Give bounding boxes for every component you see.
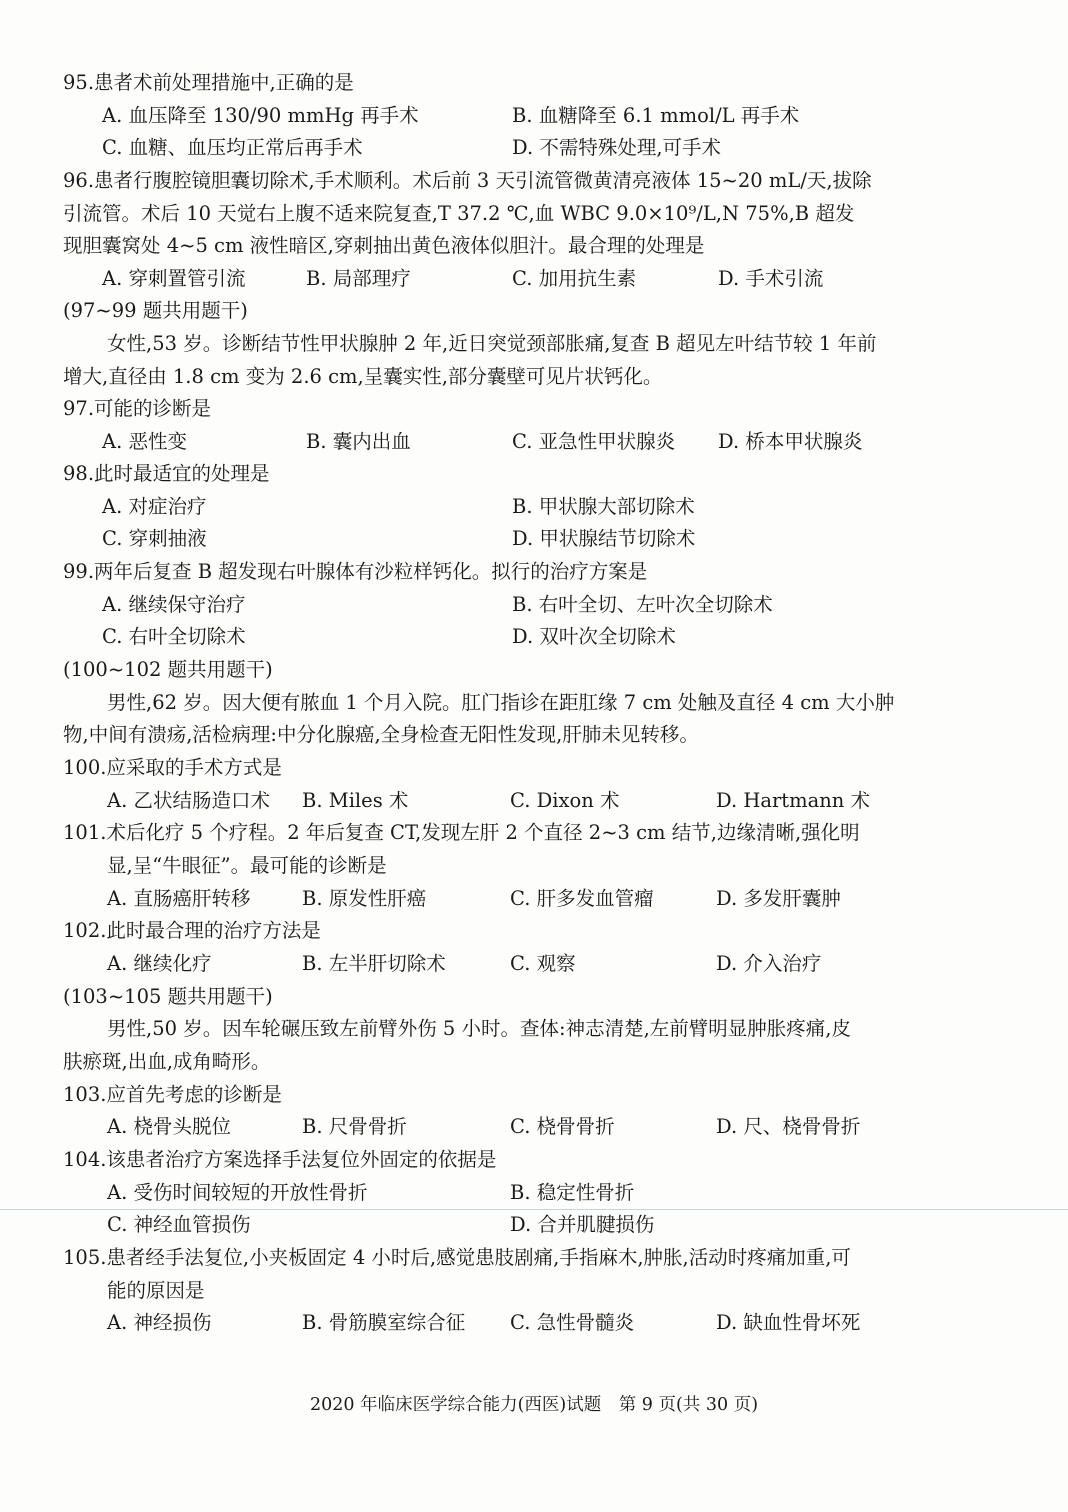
question-100-stem: 100.应采取的手术方式是 [63,756,282,779]
question-96-option-d: D. 手术引流 [718,267,824,290]
page-footer: 2020 年临床医学综合能力(西医)试题 第 9 页(共 30 页) [309,1395,759,1415]
question-97-stem: 97.可能的诊断是 [63,397,212,420]
question-97-option-a: A. 恶性变 [102,430,187,453]
question-102-option-a: A. 继续化疗 [107,952,212,975]
question-100-option-b: B. Miles 术 [302,789,409,812]
question-100-option-c: C. Dixon 术 [510,789,620,812]
group-103-105-case-line-2: 肤瘀斑,出血,成角畸形。 [63,1050,271,1073]
question-98-option-b: B. 甲状腺大部切除术 [512,495,695,518]
question-102-option-c: C. 观察 [510,952,576,975]
question-105-option-b: B. 骨筋膜室综合征 [302,1311,466,1334]
question-105-option-a: A. 神经损伤 [107,1311,212,1334]
question-104-stem: 104.该患者治疗方案选择手法复位外固定的依据是 [63,1148,497,1171]
question-96-stem-line-1: 96.患者行腹腔镜胆囊切除术,手术顺利。术后前 3 天引流管微黄清亮液体 15~20 mL/天,拔除 [63,169,872,192]
question-97-option-b: B. 囊内出血 [306,430,411,453]
question-96-option-a: A. 穿刺置管引流 [102,267,246,290]
question-95-option-d: D. 不需特殊处理,可手术 [512,136,722,159]
group-100-102-header: (100~102 题共用题干) [63,658,273,681]
question-105-option-c: C. 急性骨髓炎 [510,1311,635,1334]
question-101-stem-line-2: 显,呈“牛眼征”。最可能的诊断是 [107,854,387,877]
question-102-option-d: D. 介入治疗 [716,952,822,975]
question-99-stem: 99.两年后复查 B 超发现右叶腺体有沙粒样钙化。拟行的治疗方案是 [63,560,648,583]
question-95-option-a: A. 血压降至 130/90 mmHg 再手术 [102,104,419,127]
question-97-option-c: C. 亚急性甲状腺炎 [512,430,676,453]
question-100-option-d: D. Hartmann 术 [716,789,871,812]
question-96-stem-line-3: 现胆囊窝处 4~5 cm 液性暗区,穿刺抽出黄色液体似胆汁。最合理的处理是 [63,234,705,257]
question-101-option-d: D. 多发肝囊肿 [716,887,841,910]
group-97-99-case-line-2: 增大,直径由 1.8 cm 变为 2.6 cm,呈囊实性,部分囊壁可见片状钙化。 [63,365,663,388]
question-100-option-a: A. 乙状结肠造口术 [107,789,270,812]
question-99-option-b: B. 右叶全切、左叶次全切除术 [512,593,773,616]
scan-divider-line [0,1209,1068,1210]
question-96-option-b: B. 局部理疗 [306,267,411,290]
question-101-option-c: C. 肝多发血管瘤 [510,887,654,910]
question-103-option-a: A. 桡骨头脱位 [107,1115,231,1138]
question-101-option-a: A. 直肠癌肝转移 [107,887,251,910]
question-103-stem: 103.应首先考虑的诊断是 [63,1083,282,1106]
question-99-option-c: C. 右叶全切除术 [102,625,246,648]
question-103-option-b: B. 尺骨骨折 [302,1115,407,1138]
question-96-stem-line-2: 引流管。术后 10 天觉右上腹不适来院复查,T 37.2 ℃,血 WBC 9.0×10⁹/L,N 75%,B 超发 [63,202,855,225]
question-96-option-c: C. 加用抗生素 [512,267,637,290]
question-101-stem-line-1: 101.术后化疗 5 个疗程。2 年后复查 CT,发现左肝 2 个直径 2~3 cm 结节,边缘清晰,强化明 [63,821,860,844]
question-98-option-a: A. 对症治疗 [102,495,207,518]
question-95-option-c: C. 血糖、血压均正常后再手术 [102,136,363,159]
question-102-stem: 102.此时最合理的治疗方法是 [63,919,321,942]
question-101-option-b: B. 原发性肝癌 [302,887,427,910]
group-97-99-case-line-1: 女性,53 岁。诊断结节性甲状腺肿 2 年,近日突觉颈部胀痛,复查 B 超见左叶结节较 1 年前 [107,332,877,355]
question-95-option-b: B. 血糖降至 6.1 mmol/L 再手术 [512,104,800,127]
question-102-option-b: B. 左半肝切除术 [302,952,446,975]
question-98-option-c: C. 穿刺抽液 [102,527,207,550]
question-104-option-d: D. 合并肌腱损伤 [510,1213,655,1236]
question-105-option-d: D. 缺血性骨坏死 [716,1311,861,1334]
group-100-102-case-line-2: 物,中间有溃疡,活检病理:中分化腺癌,全身检查无阳性发现,肝肺未见转移。 [63,723,699,746]
group-97-99-header: (97~99 题共用题干) [63,299,248,322]
group-100-102-case-line-1: 男性,62 岁。因大便有脓血 1 个月入院。肛门指诊在距肛缘 7 cm 处触及直径 4 cm 大小肿 [107,691,895,714]
question-104-option-b: B. 稳定性骨折 [510,1181,635,1204]
question-105-stem-line-1: 105.患者经手法复位,小夹板固定 4 小时后,感觉患肢剧痛,手指麻木,肿胀,活动时疼痛加重,可 [63,1246,851,1269]
question-104-option-a: A. 受伤时间较短的开放性骨折 [107,1181,368,1204]
group-103-105-case-line-1: 男性,50 岁。因车轮碾压致左前臂外伤 5 小时。查体:神志清楚,左前臂明显肿胀疼痛,皮 [107,1017,851,1040]
question-98-option-d: D. 甲状腺结节切除术 [512,527,696,550]
question-99-option-a: A. 继续保守治疗 [102,593,246,616]
question-95-stem: 95.患者术前处理措施中,正确的是 [63,71,354,94]
question-103-option-d: D. 尺、桡骨骨折 [716,1115,861,1138]
group-103-105-header: (103~105 题共用题干) [63,985,273,1008]
question-97-option-d: D. 桥本甲状腺炎 [718,430,863,453]
question-105-stem-line-2: 能的原因是 [107,1279,205,1302]
question-98-stem: 98.此时最适宜的处理是 [63,462,270,485]
question-104-option-c: C. 神经血管损伤 [107,1213,251,1236]
question-99-option-d: D. 双叶次全切除术 [512,625,676,648]
question-103-option-c: C. 桡骨骨折 [510,1115,615,1138]
